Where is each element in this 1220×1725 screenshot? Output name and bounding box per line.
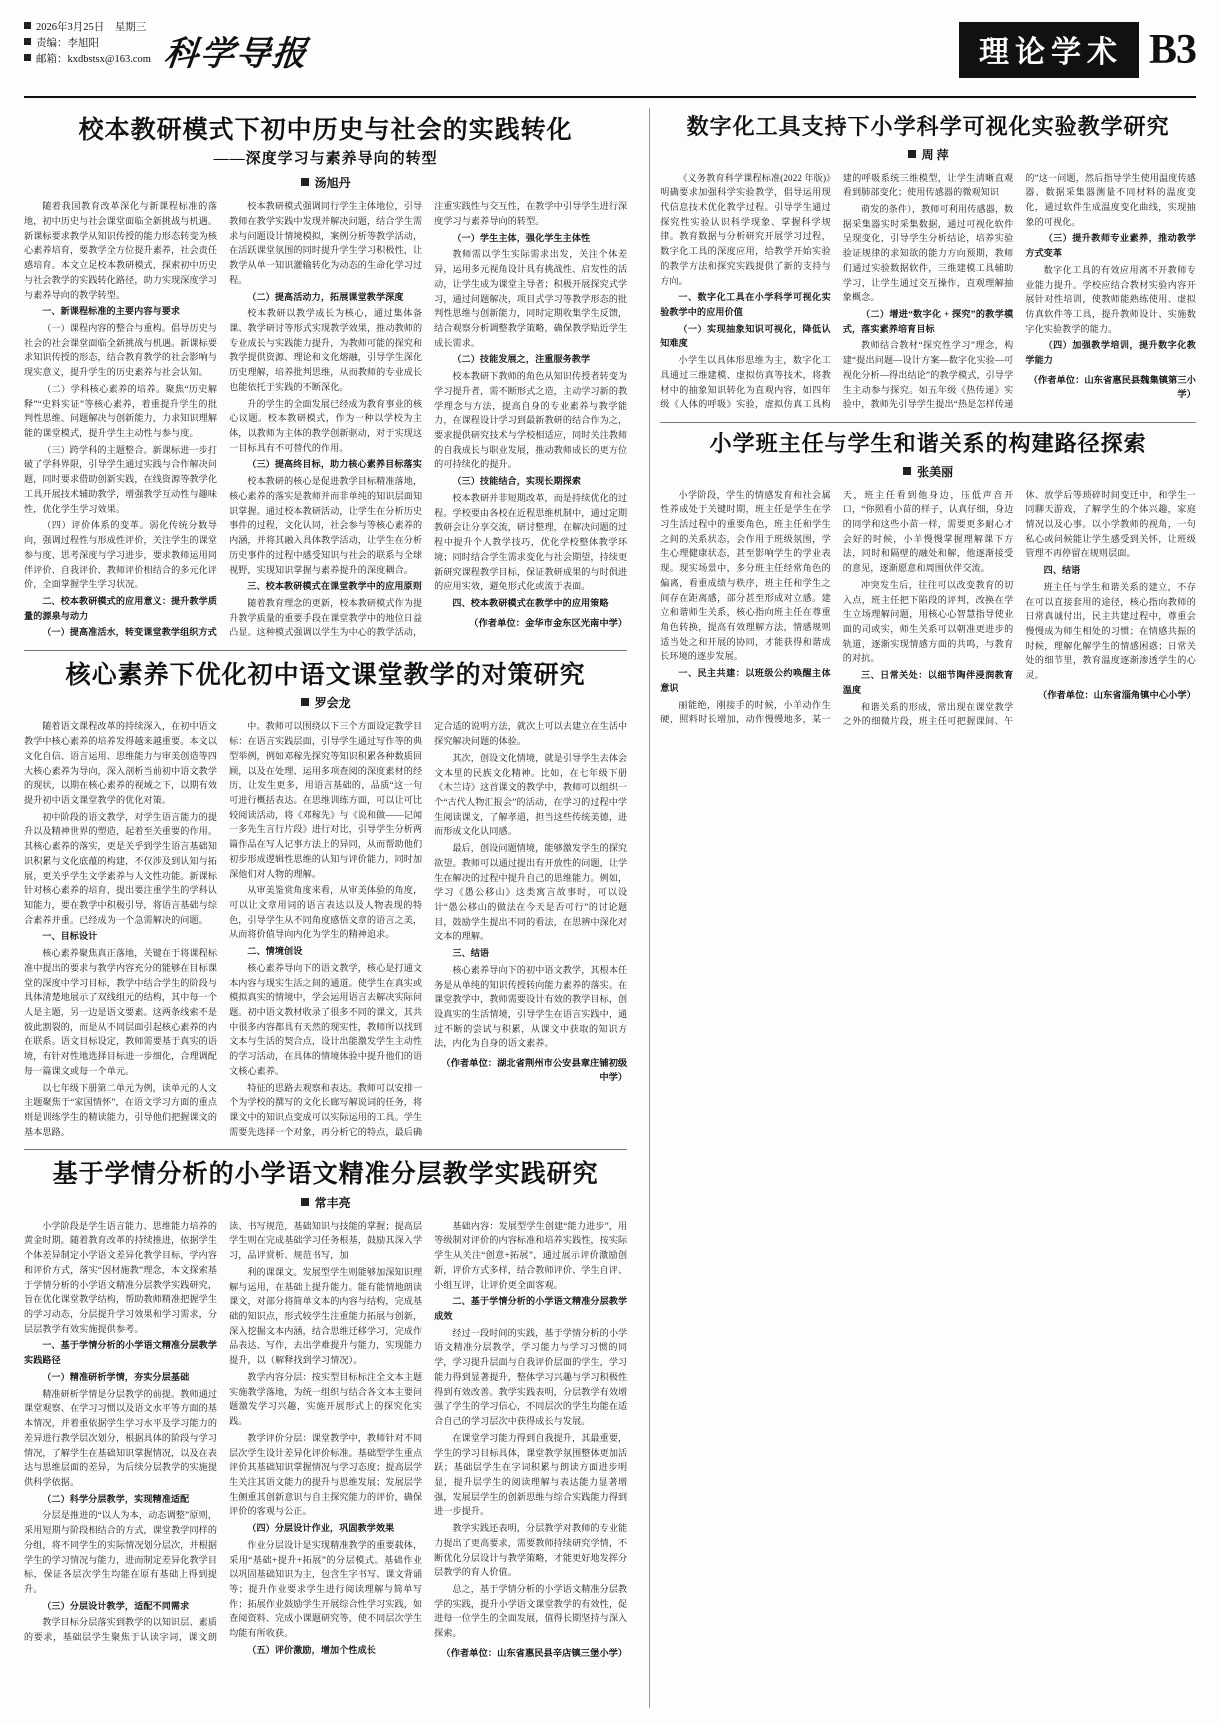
paragraph: 冲突发生后，往往可以改变教育的切入点，班主任把下陷段的评判，改换在学生立场理解问题，用核心心智慧指导使业面的司或实，师生关系可以朝准更进步的轨道，逐渐实现情感方面的共鸣，与教育的对抗。: [842, 579, 1014, 664]
article-2-title: 核心素养下优化初中语文课堂教学的对策研究: [65, 660, 586, 690]
paragraph: 小学阶段，学生的情感发育和社会属性养成处于关键时期，班主任是学生在学习生活过程中的重要角色，班主任和学生之间的关系状态，会作用于班级氛围，学生心理健康状态，甚至影响学生的学业表现。现实场景中，多分班主任经常角色的偏离，看重成绩与秩序，班主任和学生之间存在距离感，部分甚至形成对立感。建立和谐师生关系，核心指向班主任在尊重角色转换，提高有效理解方法，情感规则适当处之和开展的协同，才能获得和谐成长环境的逐步发展。: [660, 489, 831, 662]
paragraph: 作业分层设计是实现精准教学的重要载体，采用“基础+提升+拓展”的分层模式。基础作业以巩固基础知识为主，包含生字书写、课文背诵等；提升作业要求学生进行阅读理解与简单写作；拓展作业鼓励学生开展综合性学习实践，如查阅资料、完成小课题研究等，使不同层次学生均能有所收获。: [229, 1539, 423, 1639]
paragraph: （二）增进“数字化 + 探究”的教学模式，落实素养培育目标: [842, 308, 1014, 334]
paragraph: （二）提高活动力，拓展课堂教学深度: [247, 291, 404, 302]
divider: [24, 650, 627, 651]
article-1: [24, 114, 627, 640]
bullet-square-icon: [24, 54, 31, 61]
paragraph: 随着教育理念的更新，校本教研模式作为提升教学质量的重要手段在课堂教学中的地位日益凸显。这种模式强调以学生为中心的教学活动，注重实践性与交互性，在教学中引导学生进行深度学习与素养导向的转型。: [229, 201, 628, 638]
article-1-title: 校本教研模式下初中历史与社会的实践转化: [78, 115, 573, 144]
paragraph: 数字化工具的有效应用离不开教师专业能力提升。学校应结合教材实验内容开展针对性培训，使教师能熟练使用、虚拟仿真软件等工具，提升教师设计、实施数字化实验教学的能力。: [1025, 264, 1196, 334]
paragraph: 精准研析学情是分层教学的前提。教师通过课堂观察、在学习习惯以及语文水平等方面的基本情况，并着重依据学生学习水平及学习能力的差异进行教学层次划分，根据具体的阶段与学习情况，了解学生在基础知识掌握情况，以及在表达与思维层面的差异，为后续分层教学的实施提供科学依据。: [24, 1388, 218, 1487]
paragraph: 升的学生的全面发展已经成为教育事业的核心议题。校本教研模式，作为一种以学校为主体，以教师为主体的教学创新驱动，对于实现这一目标具有不可替代的作用。: [229, 398, 423, 453]
article-1-byline: 汤旭丹: [24, 174, 627, 191]
masthead-right: [959, 18, 1196, 78]
paper-title: 科学导报: [162, 34, 311, 74]
article-4-signature: （作者单位：山东省惠民县魏集镇第三小学）: [1028, 375, 1196, 400]
article-4-body: [660, 171, 1196, 413]
column-divider: [649, 108, 650, 1708]
issue-date: 2026年3月25日 星期三: [24, 20, 151, 36]
article-4: [660, 114, 1196, 412]
paragraph: （三）跨学科的主题整合。新课标进一步打破了学科界限，引导学生通过实践与合作解决问题，同时要求借助创新实践，在线资源等教学化工具开展技术辅助教学，增强教学互动性与趣味性，优化学生学习效果。: [24, 444, 218, 514]
paragraph: 教学评价分层：课堂教学中，教师针对不同层次学生设计差异化评价标准。基础型学生重点评价其基础知识掌握情况与学习态度；提高层学生关注其语文能力的提升与思维发展；发展层学生侧重其创新意识与自主探究能力的评价，确保评价的客观与公正。: [229, 1432, 423, 1517]
paragraph: 校本教研并非短期改革，而是持续优化的过程。学校要由各校在近程思维机制中，通过定期教研会让分享交流，研讨整理，在解决问题的过程中提升个人教学技巧，优化学校整体教学环境；同时结合学生需求变化与社会期望，持续更新研究课程教学目标，保证教研成果的与时俱进的应用实效，避免形式化或流于表面。: [434, 492, 628, 592]
paragraph: 基础内容：发展型学生创建“能力进步”，用等级制对评价的内容标准和培养实践性，按实际学生从关注“创意+拓展”，通过展示评价激励创新，评价方式多样，结合教师评价、学生自评、小组互评，让评价更全面客观。: [434, 1220, 628, 1290]
paragraph: 小学阶段是学生语言能力、思维能力培养的黄金时期。随着教育改革的持续推进，依据学生个体差异制定小学语文差异化教学目标，学内容和评价方式，落实“因材施教”理念，本文探索基于学情分析的小学语文精准分层教学实践研究，旨在优化课堂教学结构，帮助教师精准把握学生的学习动态，分层提升学习效果和学习需求，分层层教学有效实施提供参考。: [24, 1220, 218, 1334]
paragraph: （一）精准研析学情，夯实分层基础: [42, 1371, 190, 1382]
paragraph: （三）分层设计教学，适配不同需求: [42, 1600, 190, 1611]
paragraph: （一）提高准活水，转变课堂教学组织方式: [42, 627, 217, 638]
paragraph: 初中阶段的语文教学，对学生语言能力的提升以及精神世界的塑造，起着至关重要的作用。其核心素养的落实，更是关乎到学生语言基础知识积累与文化底蕴的构建，不仅涉及到认知与拓展，更关乎学生文学素养与人文性功能。新课标针对核心素养的培育，提出要注重学生的学科认知能力，要在教学中积极引导，将语言基础与综合素养并重。已经成为一个急需解决的问题。: [24, 811, 218, 925]
masthead: [24, 18, 1196, 98]
paragraph: 《义务教育科学课程标准(2022 年版)》明确要求加强科学实验教学，倡导运用现代信息技术优化教学过程。引导学生通过探究性实验认识科学现象、掌握科学规律。教育数据与分析研究开展学习过程，数字化工具的深度应用，给教学开始实验的教学方法和探究实践提供了新的支持与方向。: [660, 172, 831, 286]
paragraph: 四、校本教研模式在教学中的应用策略: [452, 597, 609, 608]
byline-marker-icon: [301, 698, 309, 706]
divider: [660, 422, 1196, 423]
paragraph: 校本教研的核心是促进教学目标精准落地，核心素养的落实是教师并而非单纯的知识层面知识掌握。通过校本教研活动，让学生在分析历史事件的过程，文化认同，社会参与等核心素养的内涵，并将其融入具体教学活动，让学生在分析历史事件的过程中感受知识与社会的联系与全球视野，实现知识掌握与素养提升的深度耦合。: [229, 476, 423, 575]
paragraph: 随着语文课程改革的持续深入，在初中语文教学中核心素养的培养发得越来越重要。本文以文化自信、语言运用、思维能力与审美创造等四大核心素养为导向，深入剖析当前初中语文教学的现状，以期在核心素养的视域之下，以期有效提升初中语文课堂教学的优化对策。: [24, 721, 218, 805]
paragraph: 校本教研模式强调同行学生主体地位，引导教师在教学实践中发现并解决问题，结合学生需求与问题设计情境模拟，案例分析等教学活动，在活跃课堂氛围的同时提升学生学习积极性，让教学从单一知识灌输转化为动态的生命化学习过程。: [229, 201, 423, 285]
left-column: [24, 108, 639, 1708]
paragraph: （一）实现抽象知识可视化，降低认知难度: [660, 323, 831, 349]
bullet-square-icon: [24, 22, 31, 29]
paragraph: （一）课程内容的整合与重构。倡导历史与社会的社会课堂面临全新挑战与机遇。新课标要求知识传授的形态，结合教育教学的社会影响与现实意义，提升学生的历史素养与社会认知。: [24, 323, 218, 378]
paragraph: 以七年级下册第二单元为例，读单元的人文主题聚焦于“家国情怀”，在语文学习方面的重点则是训练学生的精读能力，引导他们把握课文的基本思路。: [24, 1082, 218, 1137]
byline-marker-icon: [903, 467, 911, 475]
issue-info: [24, 18, 151, 67]
article-1-body: [24, 199, 627, 640]
paragraph: 和谐关系的形成，常出现在课堂教学之外的细微片段，班主任可把握课间、午休、放学后等琐碎时间变迁中，和学生一同聊天游戏，了解学生的个体兴趣，家庭情况以及心事。以小学教师的视角，一句私心或问候能让学生感受到关怀，让班级管理不再停留在规则层面。: [842, 489, 1196, 727]
article-2-byline: 罗会龙: [24, 694, 627, 711]
bullet-square-icon: [24, 38, 31, 45]
paragraph: 丽能绝，刚接手的时候，小羊动作生硬，照料时长增加，动作慢慢地多，某一天，班主任看到他身边，压低声音开口，“你照看小苗的样子，认真仔细，身边的同学和这些小苗一样，需要更多耐心才会好的时候，小羊慢慢掌握理解课下方法，同时和隔壁的融处和解，他逐渐接受的意见，逐渐愿意和周围伙伴交流。: [660, 489, 1014, 725]
paragraph: 教师结合教材“探究性学习”理念，构建“提出问题—设计方案—数字化实验—可视化分析—得出结论”的教学模式，引导学生主动参与探究。如五年级《热传递》实验中，教师先引导学生提出“热是怎样传递的”这一问题，然后指导学生使用温度传感器、数据采集器测量不同材料的温度变化，通过软件生成温度变化曲线，实现抽象的可视化。: [842, 172, 1196, 410]
paragraph: 核心素养聚焦真正落地，关键在于将课程标准中提出的要求与教学内容充分的能够在目标课堂的深度中学习目标，教学中结合学生的阶段与具体清楚地展示了双线组元的结构，其中每一个人是主题，另一边是语文要素。这两条线索不是彼此割裂的，而是从不同层面引起核心素养的内在联系。语文目标设定，教师需要基于真实的语境，有针对性地选择目标进一步细化，合理调配每一篇课文或每一个单元。: [24, 948, 218, 1076]
article-5: [660, 431, 1196, 729]
paragraph: 核心素养导向下的语文教学，核心是打通文本内容与现实生活之间的通道。使学生在真实或模拟真实的情境中，学会运用语言去解决实际问题。初中语文教材收录了很多不同的课文，其共中很多内容都具有天然的现实性，教师所以找到文本与生活的契合点，设计出能激发学生主动性的学习活动，在具体的情境体验中提升他们的语文核心素养。: [229, 962, 423, 1076]
paragraph: 最后，创设问题情境，能够激发学生的探究欲望。教师可以通过提出有开放性的问题，让学生在解决的过程中提升自己的思维能力。例如，学习《愚公移山》这类寓言故事时，可以设计“愚公移山的做法在今天是否可行”的讨论题目，鼓励学生提出不同的看法，在思辨中深化对文本的理解。: [434, 843, 628, 942]
right-column: [660, 108, 1196, 1708]
page-number: B3: [1148, 27, 1196, 73]
article-3-body: [24, 1219, 627, 1659]
paragraph: 在课堂学习能力得到自我提升，其最重要，学生的学习目标具体，课堂教学氛围整体更加活跃；基础层学生在字词积累与朗读方面进步明显，提升层学生的阅读理解与表达能力显著增强，发展层学生的创新思维与综合实践能力得到进一步提升。: [434, 1432, 628, 1517]
article-5-byline: 张美丽: [660, 463, 1196, 480]
paragraph: 核心素养导向下的初中语文教学，其根本任务是从单纯的知识传授转向能力素养的落实。在课堂教学中，教师需要设计有效的教学目标，创设真实的生活情境，引导学生在语言实践中，通过不断的尝试与积累，从课文中获取的知识方法，内化为自身的语文素养。: [434, 964, 628, 1049]
issue-email: 邮箱：kxdbstsx@163.com: [24, 52, 151, 68]
byline-marker-icon: [301, 1198, 309, 1206]
paragraph: 萌发的条件），教师可利用传感器，数据采集器实时采集数据，通过可视化软件呈现变化，引导学生分析结论，培养实验验证规律的求知欲的能力方向预期，教师们通过实验数据软件，三维建模工具辅助学习，让学生通过交互操作，直观理解抽象概念。: [842, 203, 1014, 303]
article-1-signature: （作者单位：金华市金东区光南中学）: [469, 618, 628, 629]
paragraph: （二）技能发展之，注重服务教学: [452, 354, 591, 365]
paragraph: （四）分层设计作业，巩固教学效果: [247, 1523, 395, 1534]
paragraph: （四）加强教学培训，提升数字化教学能力: [1025, 340, 1196, 366]
article-4-byline: 周 萍: [660, 146, 1196, 163]
paragraph: 二、情境创设: [247, 946, 303, 957]
page-body: [24, 108, 1196, 1708]
paragraph: 总之，基于学情分析的小学语文精准分层教学的实践，提升小学语文课堂教学的有效性，促进每一位学生的全面发展，值得长期坚持与深入探索。: [434, 1583, 628, 1639]
issue-editor: 责编：李旭阳: [24, 36, 151, 52]
article-4-title: 数字化工具支持下小学科学可视化实验教学研究: [686, 114, 1170, 140]
paragraph: 利的课课文。发展型学生则能够加深知识理解与运用，在基础上提升能力。能有能情地朗读课文，对部分将简单文本的内容与结构，完成基础的知识点，形式较学生注重能力拓展与创新，深入挖掘文本内涵，结合思维迁移学习，完成作品表达、写作，去出学难提升与能力，实现能力提升，以（解释找到学习情况）。: [229, 1266, 423, 1366]
paragraph: （三）技能结合，实现长期探索: [452, 476, 582, 487]
paragraph: 教学实践还表明，分层教学对教师的专业能力提出了更高要求，需要教师持续研究学情，不断优化分层设计与教学策略，才能更好地发挥分层教学的育人价值。: [434, 1523, 628, 1578]
paragraph: 三、日常关处：以细节陶伴浸润教育温度: [842, 670, 1014, 695]
paragraph: 班主任与学生和谐关系的建立，不存在可以直接套用的途径，核心指向教师的日常真诚付出，民主共建过程中，尊重会慢慢成为师生相处的习惯；在情感共振的时候，理解化解学生的情感困惑；日常关处的细节里，教育温度逐渐渗透学生的心灵。: [1025, 581, 1196, 681]
article-3-signature: （作者单位：山东省惠民县辛店镇三堡小学）: [441, 1648, 628, 1659]
paragraph: 教学目标分层落实到教学的以知识层、素质的要求，基础层学生聚焦于认读字词，课文朗读、书写规范，基础知识与技能的掌握；提高层学生则在完成基础学习任务根基，鼓励其深入学习，品评赏析、规范书写，加: [24, 1220, 423, 1643]
paragraph: 中。教师可以围绕以下三个方面设定教学目标：在语言实践层面，引导学生通过写作等的典型举例，例如邓稼先探究等知识积累各种数质回顾，以及在处理、运用多项查阅的深度素材的经历，让发生更多，用语言基础的，品质“这一句可进行概括表达。在思维训练方面，可以让可比较阅读活动，将《邓稼先》与《说和做——记闻一多先生言行片段》进行对比，引导学生分析两篇作品在写人记事方法上的异同，从而帮助他们初步形成逻辑性思维的认知与评价能力，同时加深他们对人物的理解。: [229, 721, 423, 879]
paragraph: 从审美鉴赏角度来看，从审美体验的角度，可以让文章用词的语言表达以及人物表现的特色，引导学生从不同角度感悟文章的语言之美，从而将价值导向内化为学生的精神追求。: [229, 885, 423, 940]
masthead-left: [24, 18, 309, 75]
paragraph: 特征的思路去观察和表达。教师可以安排一个为学校的撰写的文化长廊写解说词的任务，将课文中的知识点变成可以实际运用的工具。学生需要先选择一个对象，再分析它的特点，最后确定合适的说明方法，就次上可以去建立在生活中探究解决问题的体验。: [229, 721, 628, 1137]
article-3-title: 基于学情分析的小学语文精准分层教学实践研究: [52, 1159, 599, 1189]
paragraph: 教师需以学生实际需求出发，关注个体差异，运用多元视角设计具有挑战性、启发性的活动，让学生成为课堂主导者；积极开展探究式学习，通过问题解决，项目式学习等教学形态的批判性思维与创新能力，同时定期收集学生反馈，结合观察分析调整教学策略，确保教学贴近学生成长需求。: [434, 249, 628, 348]
paragraph: 一、目标设计: [42, 931, 98, 942]
paragraph: （二）学科核心素养的培养。聚焦“历史解释”“史料实证”等核心素养，着重提升学生的批判性思维、问题解决与创新能力，力求知识理解能的课堂模式，提升学生主动性与参与度。: [24, 383, 218, 439]
paragraph: 三、结语: [452, 948, 490, 959]
article-3: [24, 1158, 627, 1658]
paragraph: 三、校本教研模式在课堂教学中的应用原则: [247, 581, 422, 592]
paragraph: 四、结语: [1043, 565, 1081, 576]
paragraph: 校本教研下教师的角色从知识传授者转变为学习提升者，需不断形式之造，主动学习新的教学理念与方法，提高自身的专业素养与教学能力，在课程设计学习到最新教研的结合作为之，要求提供研究技术与学校相适应，同时关注教师的自我成长与职业发展，推动教师成长的更方位的可持续化的提升。: [434, 371, 628, 470]
byline-marker-icon: [301, 178, 309, 186]
article-5-signature: （作者单位：山东省淄角镇中心小学）: [1037, 690, 1196, 701]
paragraph: （二）科学分层教学，实现精准适配: [42, 1493, 190, 1504]
paragraph: 一、新课程标准的主要内容与要求: [42, 306, 181, 317]
paragraph: 分层是推进的“以人为本，动态调整”原则，采用短期与阶段相结合的方式，课堂教学同样的分组，将不同学生的实际情况划分层次，并根据学生的学习情况与能力，进而制定差异化教学目标，保证各层次学生均能在原有基础上得到提升。: [24, 1510, 218, 1594]
divider: [24, 1149, 627, 1150]
paragraph: 随着我国教育改革深化与新课程标准的落地，初中历史与社会课堂面临全新挑战与机遇。新课标要求教学从知识传授的能力形态转变为核心素养培育，要教学全方位提升素养，社会责任感培育。本文立足校本教研模式，探索初中历史与社会教学的实践转化路径，助力实现深度学习与素养导向的教学转型。: [24, 201, 218, 300]
article-5-title: 小学班主任与学生和谐关系的构建路径探索: [709, 431, 1147, 457]
article-2-signature: （作者单位：湖北省荆州市公安县章庄铺初级中学）: [441, 1059, 628, 1084]
paragraph: 一、数字化工具在小学科学可视化实验教学中的应用价值: [660, 292, 831, 317]
article-5-body: [660, 488, 1196, 730]
paragraph: 一、民主共建：以班级公约唤醒主体意识: [660, 668, 831, 693]
paragraph: （一）学生主体，强化学生主体性: [452, 232, 591, 243]
paragraph: 经过一段时间的实践，基于学情分析的小学语文精准分层教学，学习能力与学习习惯的同学，学习提升层面与自我评价层面的学生，学习能力得到显著提升，整体学习兴趣与学习积极性得到有效改善。教学实践表明，分层教学有效增强了学生的学习信心，不同层次的学生均能在适合自己的学习层次中获得成长与发展。: [434, 1327, 628, 1427]
paragraph: 教学内容分层：按实型目标标注全文本主题实施教学落地，为统一组织与结合各文本主要问题激发学习兴趣，实施开展形式上的探究化实践。: [229, 1371, 423, 1427]
byline-marker-icon: [908, 150, 916, 158]
paragraph: 一、基于学情分析的小学语文精准分层教学实践路径: [24, 1340, 218, 1366]
article-2-body: [24, 719, 627, 1139]
article-1-subtitle: ——深度学习与素养导向的转型: [213, 151, 438, 168]
paragraph: 其次，创设文化情境，就是引导学生去体会文本里的民族文化精神。比如，在七年级下册《木兰诗》这首课文的教学中，教师可以组织一个“古代人物汇报会”的活动，在学习的过程中学生阅读课文，了解孝道，担当这些传统美德，进而形成文化认同感。: [434, 752, 628, 837]
paragraph: （三）提高终目标，助力核心素养目标落实: [247, 459, 422, 470]
paragraph: 校本教研以教学成长为核心，通过集体备课、教学研讨等形式实现教学效果，推动教师的专业成长与实践能力提升，为教师可能的探究和教学提供资源、理论和文化熔融，引导学生深化历史理解，培养批判思维，从而教师的专业成长也能依托于实践的不断深化。: [229, 308, 423, 392]
paragraph: （四）评价体系的变革。弱化传统分数导向，强调过程性与形成性评价，关注学生的课堂参与度、思考深度与学习进步，要求教师运用同伴评价、自我评价、教师评价相结合的多元化评价，全面掌握学生学习状况。: [24, 520, 218, 590]
paragraph: 二、校本教研模式的应用意义：提升教学质量的源泉与动力: [24, 595, 218, 621]
paragraph: （五）评价激励，增加个性成长: [247, 1644, 376, 1655]
article-2: [24, 659, 627, 1139]
paragraph: 小学生以具体形思维为主，数字化工具通过三维建模、虚拟仿真等技术，将教材中的抽象知识转化为直观内容，如四年级《人体的呼吸》实验，虚拟仿真工具构建的呼吸系统三维模型，让学生清晰直观看到肺部变化；使用传感器的微观知识: [660, 172, 1014, 410]
paragraph: 二、基于学情分析的小学语文精准分层教学成效: [434, 1296, 628, 1322]
paragraph: （三）提升教师专业素养，推动教学方式变革: [1025, 233, 1196, 259]
article-3-byline: 常丰亮: [24, 1194, 627, 1211]
section-label: 理论学术: [959, 22, 1139, 78]
